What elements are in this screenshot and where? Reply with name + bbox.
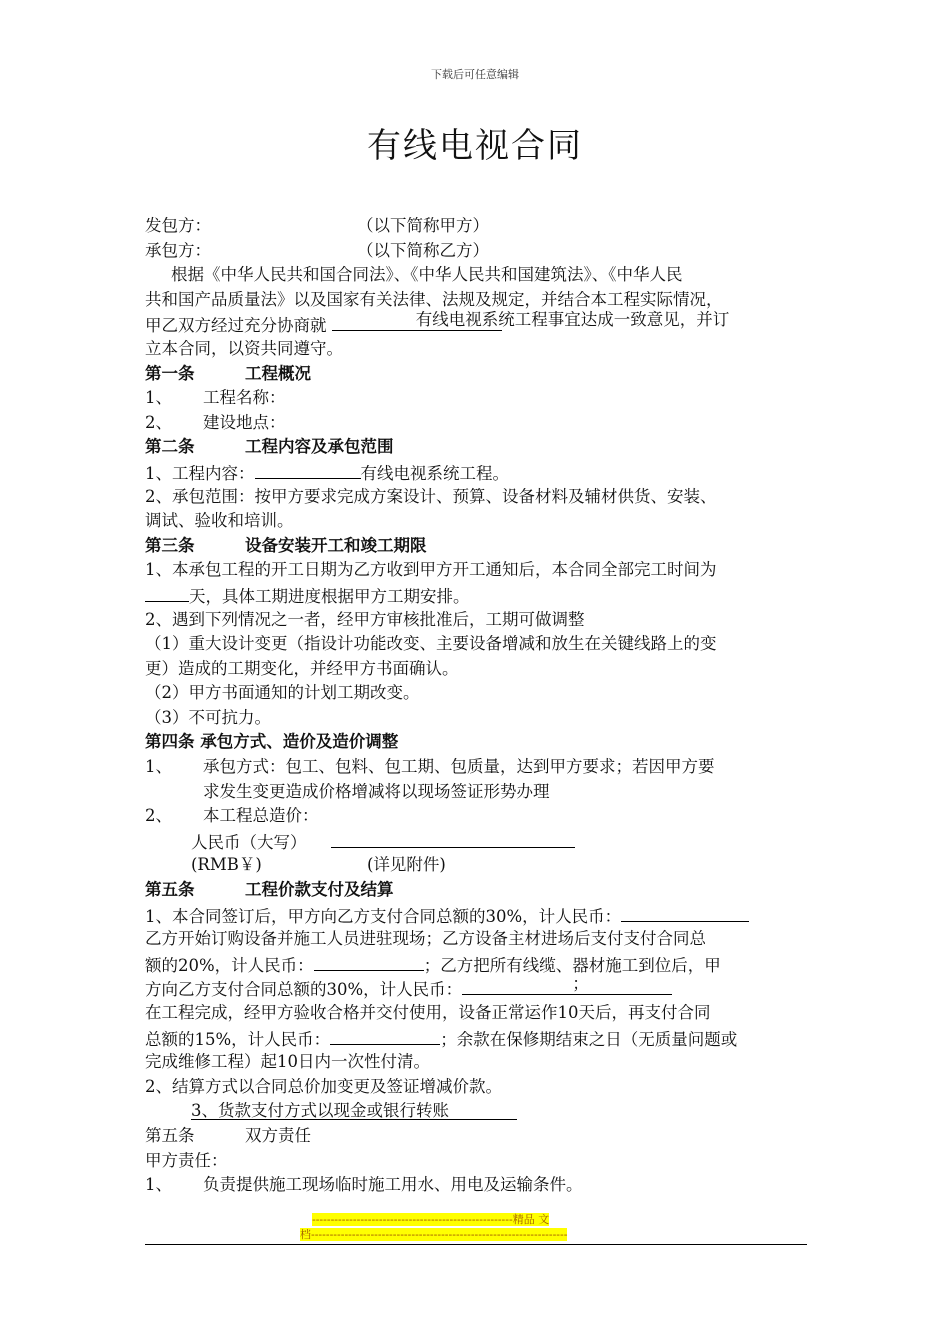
item-number: 2、 [145,412,172,432]
article-3-number: 第三条 [145,535,195,555]
amount-blank-3 [462,976,672,995]
rmb-caps-label: 人民币（大写） [191,832,307,852]
article-2-title: 工程内容及承包范围 [245,437,394,457]
contractor-label: 承包方： [145,240,211,260]
semicolon: ； [572,974,589,994]
contractor-note: （以下简称乙方） [357,240,489,260]
article-4-heading: 第四条 承包方式、造价及造价调整 [145,732,399,752]
article-1-number: 第一条 [145,363,195,383]
item-text: 总额的15%，计人民币： [145,1029,331,1049]
article-3-sub-1-line-2: 更）造成的工期变化，并经甲方书面确认。 [145,658,459,678]
footer-line-1: ------------------------------------------------------精品 文 [312,1213,550,1226]
employer-note: （以下简称甲方） [357,216,489,235]
article-3-sub-2: （2）甲方书面通知的计划工期改变。 [145,683,420,703]
content-blank [255,460,361,479]
amount-blank-4 [330,1026,440,1045]
item-text: 方向乙方支付合同总额的30%，计人民币： [145,980,463,1000]
footer-rule [145,1244,807,1245]
item-number: 1、 [145,757,172,777]
item-number: 1、 [145,1175,172,1195]
article-3-item-1-line-1: 1、本承包工程的开工日期为乙方收到甲方开工通知后，本合同全部完工时间为 [145,560,717,580]
party-a-duties-label: 甲方责任： [145,1150,228,1170]
payment-line-3 [145,952,807,977]
payment-line-4 [145,976,807,1001]
payment-line-5: 在工程完成，经甲方验收合格并交付使用，设备正常运作10天后，再支付合同 [145,1003,711,1022]
header-note: 下载后可任意编辑 [431,68,519,81]
intro-line-3-start: 甲乙双方经过充分协商就 [145,316,332,336]
intro-line-4: 立本合同，以资共同遵守。 [145,338,343,358]
article-6-number: 第五条 [145,1125,195,1145]
article-3-sub-3: （3）不可抗力。 [145,707,271,727]
payment-line-1 [145,903,807,928]
item-number: 2、 [145,806,172,826]
item-text: 负责提供施工现场临时施工用水、用电及运输条件。 [203,1175,583,1195]
days-blank [145,583,189,602]
article-3-item-2: 2、遇到下列情况之一者，经甲方审核批准后，工期可做调整 [145,609,585,629]
payment-line-7: 完成维修工程）起10日内一次性付清。 [145,1052,430,1072]
see-attachment-note: (详见附件) [367,855,446,875]
article-2-item-2-line-1: 2、承包范围：按甲方要求完成方案设计、预算、设备材料及辅材供货、安装、 [145,486,717,506]
article-3-title: 设备安装开工和竣工期限 [245,535,427,555]
article-3-item-1-line-2 [145,583,807,608]
settlement-line: 2、结算方式以合同总价加变更及签证增减价款。 [145,1076,502,1096]
rmb-caps-blank [331,829,575,848]
amount-blank-2 [314,952,424,971]
item-text: 额的20%，计人民币： [145,955,314,975]
party-a-duty-1 [145,1173,807,1198]
project-name-blank [332,310,730,331]
footer-line-2: 档--------------------------------------------------------------------- [300,1228,568,1241]
intro-line-3 [145,312,807,337]
article-3-heading [145,534,807,559]
contract-body [145,214,807,1198]
article-6-heading [145,1124,807,1149]
article-2-item-2-line-2: 调试、验收和培训。 [145,511,294,531]
article-2-heading [145,435,807,460]
rmb-caps-line [145,829,807,854]
intro-line-1: 根据《中华人民共和国合同法》、《中华人民共和国建筑法》、《中华人民 [171,265,683,285]
rmb-symbol-label: (RMB￥) [191,855,262,875]
footer-watermark [300,1212,650,1242]
item-text: 天，具体工期进度根据甲方工期安排。 [189,586,470,606]
project-name-filled: 有线电视系统工程事宜达成一致意见，并订 [415,310,730,330]
item-text: 工程名称： [203,388,286,408]
item-number: 1、 [145,388,172,408]
item-text: 本工程总造价： [203,806,319,826]
intro-line-2: 共和国产品质量法》以及国家有关法律、法规及规定，并结合本工程实际情况， [145,289,723,309]
payment-method-line [145,1099,807,1124]
payment-method-underline [191,1099,517,1120]
article-5-title: 工程价款支付及结算 [245,880,394,900]
payment-line-2: 乙方开始订购设备并施工人员进驻现场；乙方设备主材进场后支付支付合同总 [145,929,706,949]
employer-line [145,214,807,239]
article-6-title: 双方责任 [245,1125,311,1145]
item-text: ；乙方把所有线缆、器材施工到位后，甲 [423,955,721,975]
employer-label: 发包方： [145,216,211,235]
payment-line-6 [145,1026,807,1051]
contractor-line [145,239,807,264]
article-4-item-1-line-2: 求发生变更造成价格增减将以现场签证形势办理 [203,781,550,801]
item-text: ；余款在保修期结束之日（无质量问题或 [440,1029,738,1049]
payment-method-text: 3、货款支付方式以现金或银行转账 [191,1101,449,1121]
article-1-heading [145,362,807,387]
item-text: 有线电视系统工程。 [360,463,509,483]
article-5-heading [145,878,807,903]
item-text: 承包方式：包工、包料、包工期、包质量，达到甲方要求；若因甲方要 [203,757,715,777]
article-3-sub-1-line-1: （1）重大设计变更（指设计功能改变、主要设备增减和放生在关键线路上的变 [145,634,717,654]
article-2-number: 第二条 [145,437,195,457]
article-1-item-1 [145,386,807,411]
document-title: 有线电视合同 [367,126,583,166]
item-text: 建设地点： [203,412,286,432]
rmb-symbol-line [145,853,807,878]
article-4-item-1-line-1 [145,755,807,780]
item-text: 1、本合同签订后，甲方向乙方支付合同总额的30%，计人民币： [145,906,622,926]
article-1-item-2 [145,411,807,436]
article-1-title: 工程概况 [245,363,311,383]
article-2-item-1 [145,460,807,485]
article-5-number: 第五条 [145,880,195,900]
item-text: 1、工程内容： [145,463,255,483]
article-4-item-2 [145,804,807,829]
amount-blank-1 [621,903,749,922]
